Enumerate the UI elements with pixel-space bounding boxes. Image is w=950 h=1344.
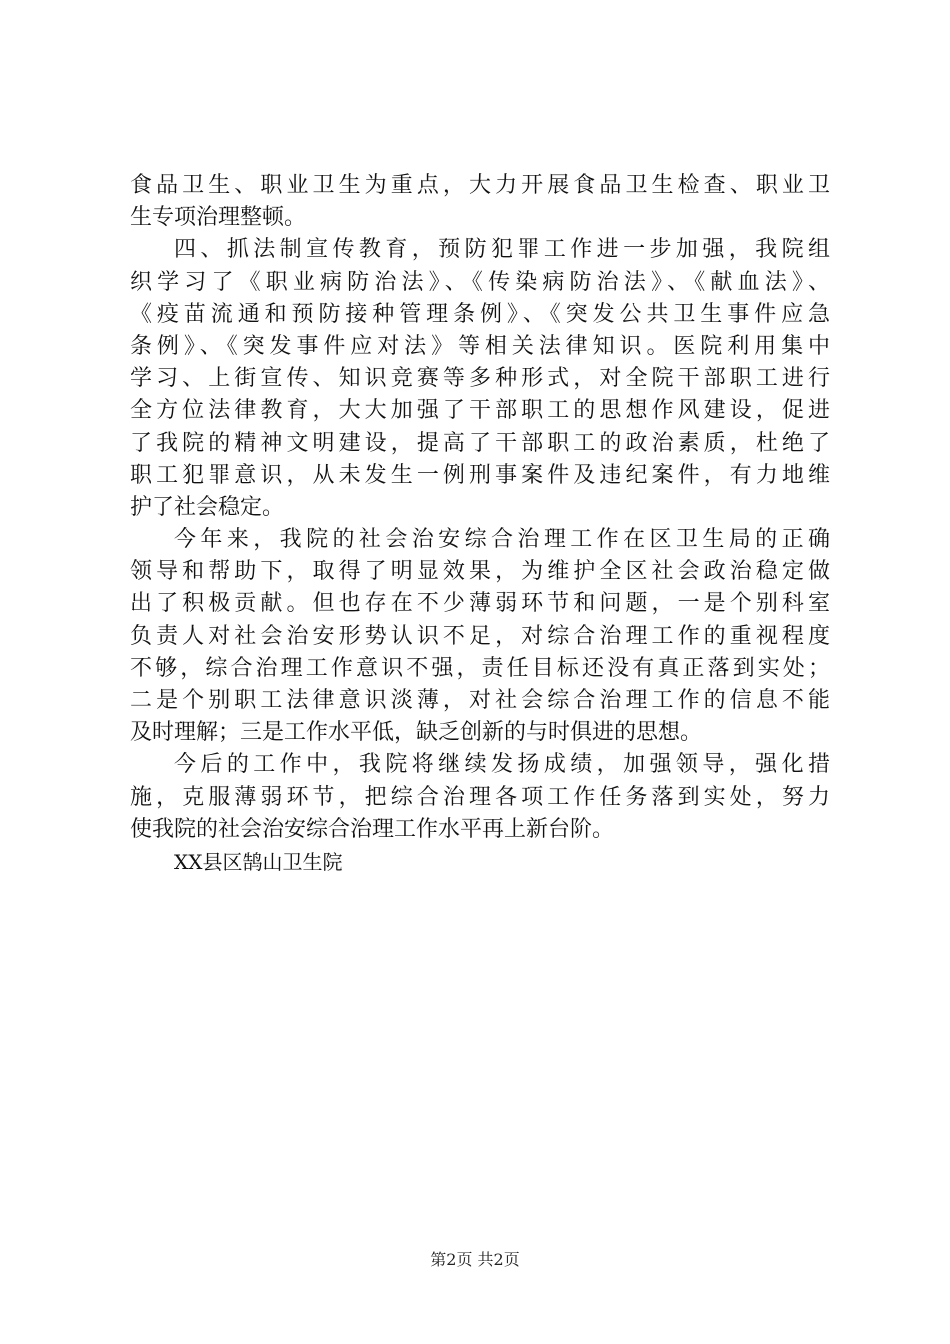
text-line: 四、抓法制宣传教育，预防犯罪工作进一步加强，我院组 — [174, 237, 830, 263]
text-line: 领导和帮助下，取得了明显效果，为维护全区社会政治稳定做 — [130, 559, 830, 585]
text-line: 职工犯罪意识，从未发生一例刑事案件及违纪案件，有力地维 — [130, 462, 830, 488]
text-line: 《疫苗流通和预防接种管理条例》、《突发公共卫生事件应急 — [130, 301, 830, 327]
text-line: 及时理解；三是工作水平低，缺乏创新的与时俱进的思想。 — [130, 720, 703, 746]
text-line: 学习、上街宣传、知识竞赛等多种形式，对全院干部职工进行 — [130, 366, 830, 392]
text-line: 了我院的精神文明建设，提高了干部职工的政治素质，杜绝了 — [130, 430, 830, 456]
text-line: 不够，综合治理工作意识不强，责任目标还没有真正落到实处； — [130, 655, 830, 681]
text-line: 全方位法律教育，大大加强了干部职工的思想作风建设，促进 — [130, 398, 830, 424]
text-line: 施，克服薄弱环节，把综合治理各项工作任务落到实处，努力 — [130, 784, 830, 810]
text-line: 出了积极贡献。但也存在不少薄弱环节和问题，一是个别科室 — [130, 591, 830, 617]
text-line: 今年来，我院的社会治安综合治理工作在区卫生局的正确 — [174, 527, 830, 553]
text-line: 条例》、《突发事件应对法》等相关法律知识。医院利用集中 — [130, 333, 830, 359]
text-line: 负责人对社会治安形势认识不足，对综合治理工作的重视程度 — [130, 623, 830, 649]
text-line: 织学习了《职业病防治法》、《传染病防治法》、《献血法》、 — [130, 269, 830, 295]
signature: XX县区鹄山卫生院 — [174, 849, 343, 874]
text-line: 二是个别职工法律意识淡薄，对社会综合治理工作的信息不能 — [130, 688, 830, 713]
document-body — [130, 170, 830, 878]
text-line: 使我院的社会治安综合治理工作水平再上新台阶。 — [130, 816, 615, 842]
text-line: 护了社会稳定。 — [130, 494, 285, 520]
text-line: 今后的工作中，我院将继续发扬成绩，加强领导，强化措 — [174, 752, 830, 778]
text-line: 食品卫生、职业卫生为重点，大力开展食品卫生检查、职业卫 — [130, 173, 830, 198]
page-footer: 第2页 共2页 — [430, 1250, 520, 1269]
text-line: 生专项治理整顿。 — [130, 205, 307, 231]
